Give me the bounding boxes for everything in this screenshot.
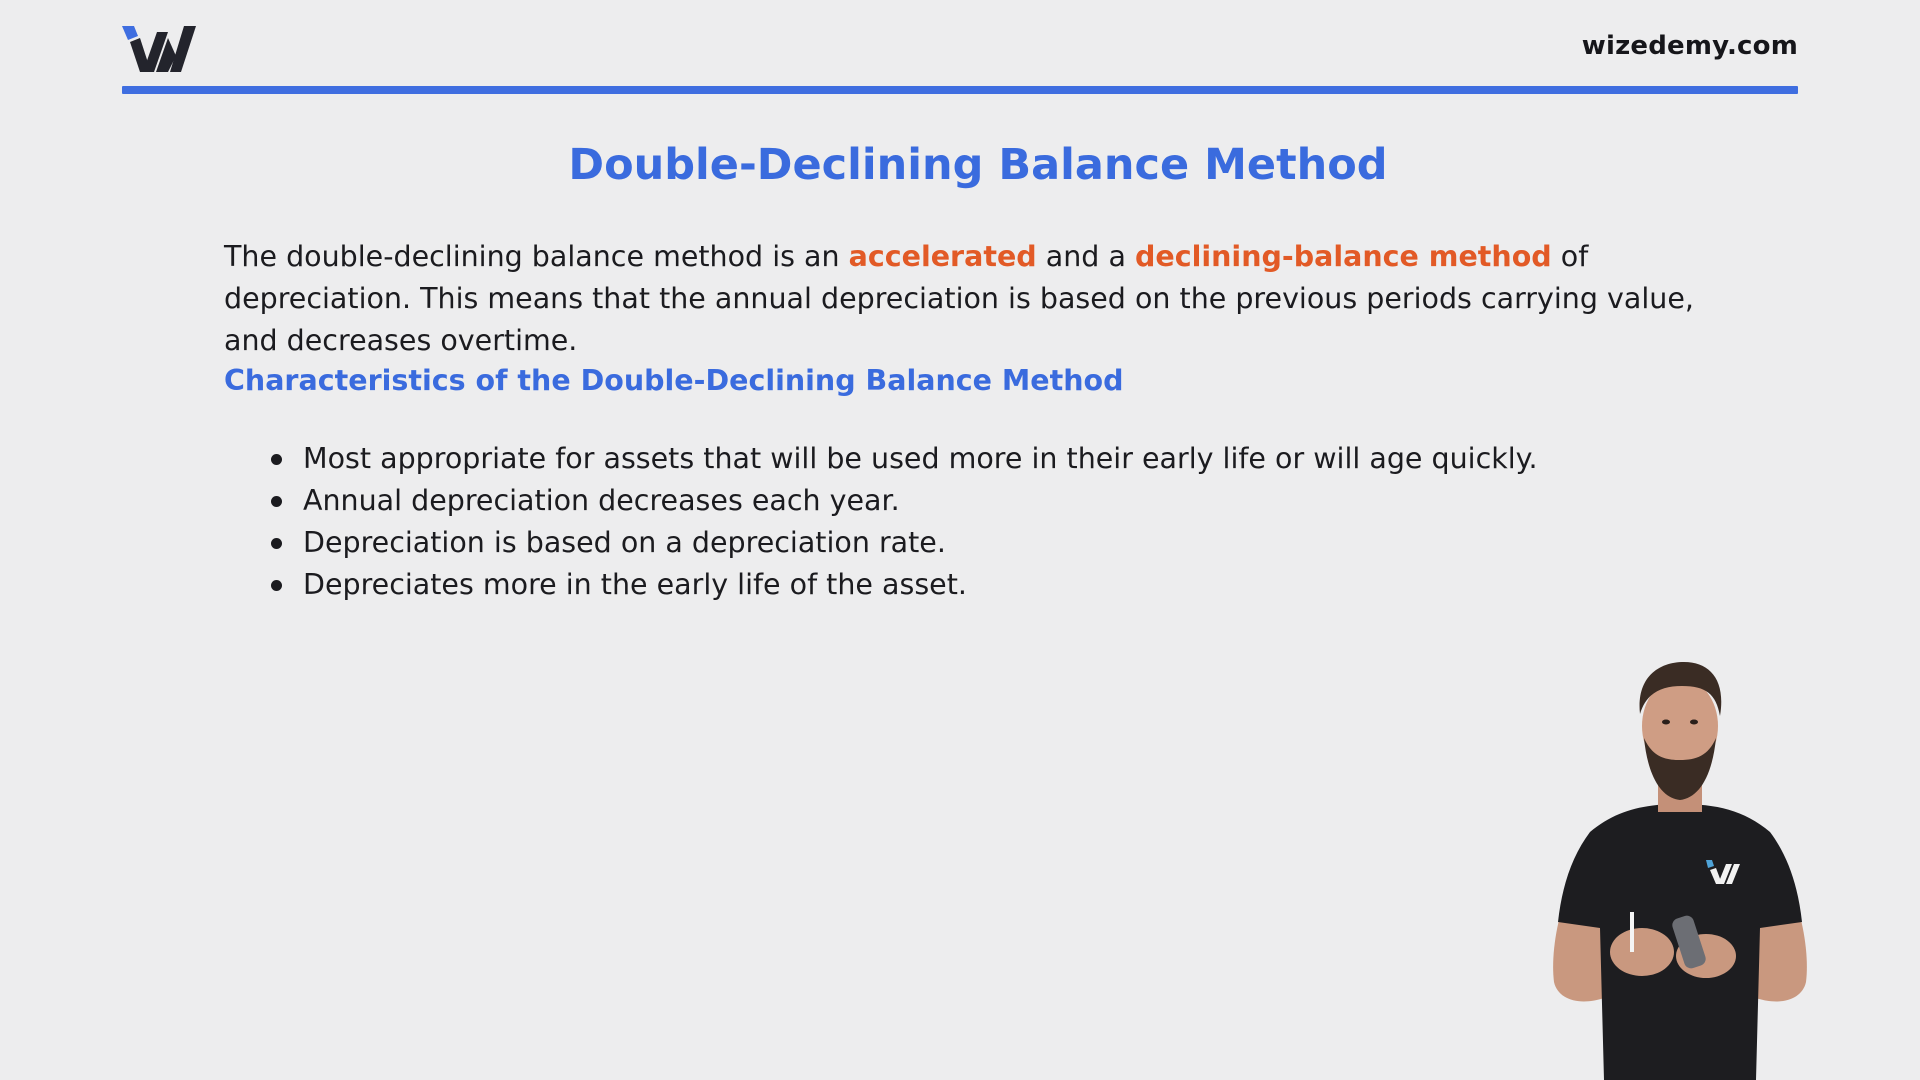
section-subtitle: Characteristics of the Double-Declining Balance Method xyxy=(224,364,1124,397)
bullet-icon xyxy=(271,580,282,591)
slide-title: Double-Declining Balance Method xyxy=(568,140,1388,190)
list-item xyxy=(224,564,1538,606)
site-url: wizedemy.com xyxy=(1581,31,1798,61)
intro-text-3: of depreciation. This means that the annual depreciation is based on the previous periods carrying value, and decreases overtime. xyxy=(224,240,1694,357)
presenter-image xyxy=(1520,660,1840,1080)
list-item xyxy=(224,522,1538,564)
intro-paragraph xyxy=(224,236,1744,362)
intro-text-2: and a xyxy=(1036,240,1135,273)
list-item-text: Depreciation is based on a depreciation rate. xyxy=(303,526,946,559)
list-item xyxy=(224,480,1538,522)
highlight-declining-balance: declining-balance method xyxy=(1134,240,1552,273)
list-item xyxy=(224,438,1538,480)
list-item-text: Most appropriate for assets that will be used more in their early life or will age quickly. xyxy=(303,442,1538,475)
characteristics-list xyxy=(224,438,1538,606)
bullet-icon xyxy=(271,454,282,465)
header-divider xyxy=(122,86,1798,94)
intro-text-1: The double-declining balance method is an xyxy=(224,240,849,273)
bullet-icon xyxy=(271,496,282,507)
list-item-text: Depreciates more in the early life of the asset. xyxy=(303,568,967,601)
highlight-accelerated: accelerated xyxy=(848,240,1037,273)
bullet-icon xyxy=(271,538,282,549)
list-item-text: Annual depreciation decreases each year. xyxy=(303,484,900,517)
wizedemy-logo-icon xyxy=(120,22,198,74)
